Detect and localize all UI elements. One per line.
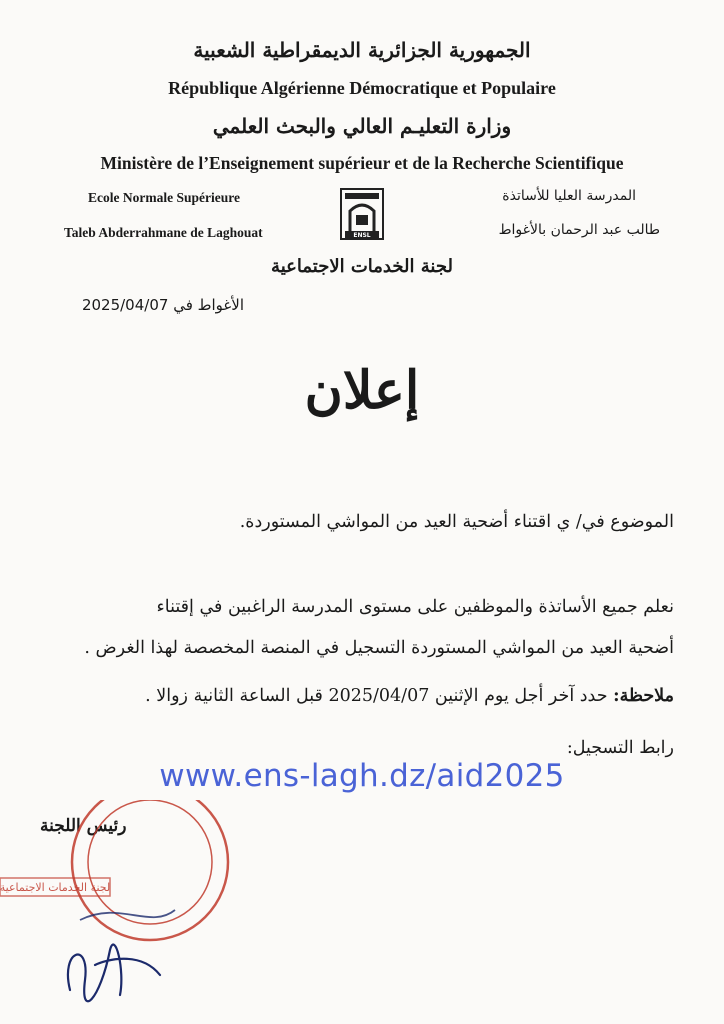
signature-title: رئيس اللجنة [40,816,127,836]
committee-heading: لجنة الخدمات الاجتماعية [271,256,453,277]
fr-school-name-line2: Taleb Abderrahmane de Laghouat [64,225,263,240]
announcement-title: إعلان [304,360,420,421]
logo-text: ENSL [353,232,371,239]
date-line: الأغواط في 2025/04/07 [81,296,244,314]
school-logo [336,185,388,245]
body-line-1: نعلم جميع الأساتذة والموظفين على مستوى المدرسة الراغبين في إقتناء [156,597,674,617]
official-stamp-and-signature [0,800,250,1024]
ar-school-name-line1: المدرسة العليا للأساتذة [502,188,636,204]
fr-school-name-line1: Ecole Normale Supérieure [88,190,240,205]
note-label: ملاحظة: [613,686,674,706]
fr-republic-heading: République Algérienne Démocratique et Populaire [168,78,556,98]
ar-ministry-heading: وزارة التعليـم العالي والبحث العلمي [212,114,512,138]
fr-ministry-heading: Ministère de l’Enseignement supérieur et de la Recherche Scientifique [100,153,624,173]
body-line-2: أضحية العيد من المواشي المستوردة التسجيل في المنصة المخصصة لهذا الغرض . [84,638,674,658]
note-line [145,686,674,706]
stamp-text: لجنة الخدمات الاجتماعية [0,881,111,894]
ar-school-name-line2: طالب عبد الرحمان بالأغواط [498,222,660,238]
registration-link[interactable]: www.ens-lagh.dz/aid2025 [159,758,565,794]
subject-line: الموضوع في/ ي اقتناء أضحية العيد من المواشي المستوردة. [239,512,674,532]
note-text: حدد آخر أجل يوم الإثنين 2025/04/07 قبل الساعة الثانية زوالا . [145,686,608,706]
ar-republic-heading: الجمهورية الجزائرية الديمقراطية الشعبية [193,38,531,62]
registration-link-label: رابط التسجيل: [566,738,674,758]
